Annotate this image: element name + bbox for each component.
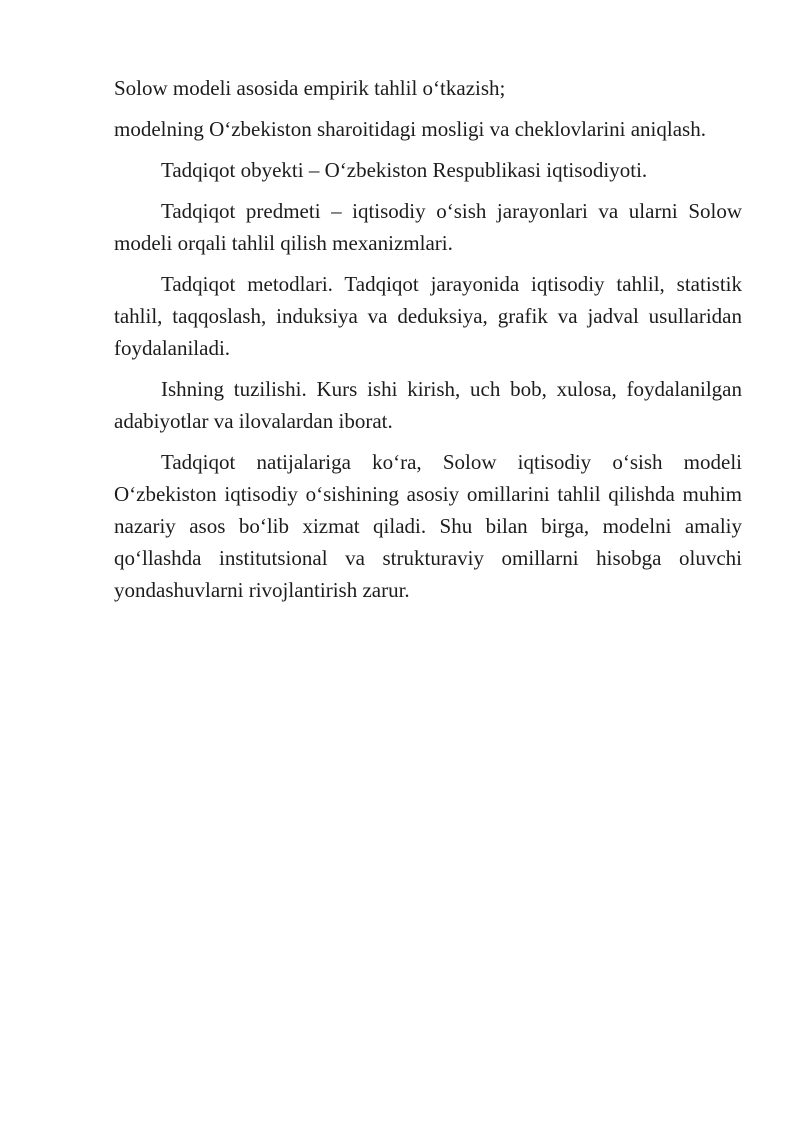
document-page <box>114 72 742 615</box>
paragraph-work-structure: Ishning tuzilishi. Kurs ishi kirish, uch bob, xulosa, foydalanilgan adabiyotlar va ilovalardan iborat. <box>114 377 742 433</box>
list-item-model-suitability: modelning O‘zbekiston sharoitidagi mosligi va cheklovlarini aniqlash. <box>114 117 706 141</box>
paragraph-research-object: Tadqiqot obyekti – O‘zbekiston Respublikasi iqtisodiyoti. <box>161 158 648 182</box>
list-item-empirical-analysis: Solow modeli asosida empirik tahlil o‘tkazish; <box>114 76 506 100</box>
paragraph-research-conclusion: Tadqiqot natijalariga ko‘ra, Solow iqtisodiy o‘sish modeli O‘zbekiston iqtisodiy o‘sishining asosiy omillarini tahlil qilishda muhim nazariy asos bo‘lib xizmat qiladi. Shu bilan birga, modelni amaliy qo‘llashda institutsional va strukturaviy omillarni hisobga oluvchi yondashuvlarni rivojlantirish zarur. <box>114 450 742 602</box>
paragraph-research-methods: Tadqiqot metodlari. Tadqiqot jarayonida iqtisodiy tahlil, statistik tahlil, taqqoslash, induksiya va deduksiya, grafik va jadval usullaridan foydalaniladi. <box>114 272 742 360</box>
paragraph-research-subject: Tadqiqot predmeti – iqtisodiy o‘sish jarayonlari va ularni Solow modeli orqali tahlil qilish mexanizmlari. <box>114 199 742 255</box>
